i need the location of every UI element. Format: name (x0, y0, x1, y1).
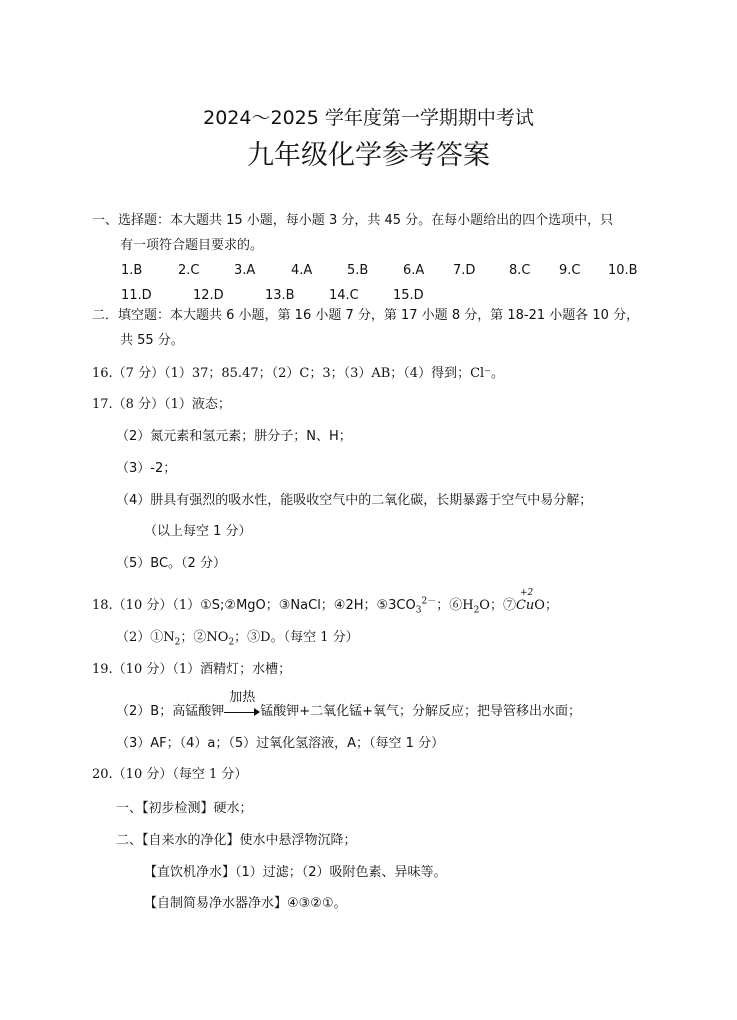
q19-l2-part1: （2）B；高锰酸钾 (116, 704, 225, 719)
arrow-head-icon (254, 708, 260, 716)
q17-line3: （3）-2； (116, 461, 177, 476)
section1-intro-line2: 有一项符合题目要求的。 (120, 238, 264, 253)
section2-intro-line2: 共 55 分。 (120, 333, 184, 348)
answer-1: 1.B (121, 263, 143, 278)
answer-14: 14.C (329, 288, 359, 303)
answer-key-title: 九年级化学参考答案 (247, 140, 490, 171)
q18-copper-symbol (515, 588, 535, 615)
q17-line6: （5）BC。（2 分） (116, 556, 226, 571)
q18-line2 (116, 629, 359, 647)
q16-answer: 16.（7 分）（1）37；85.47；（2）C；3；（3）AB；（4）得到；Cl⁻。 (92, 366, 505, 381)
q17-line2: （2）氮元素和氢元素；肼分子；N、H； (116, 429, 352, 444)
q20-line3: 二、【自来水的净化】使水中悬浮物沉降； (116, 833, 357, 848)
answer-11: 11.D (121, 288, 152, 303)
q18-symbols-part2: ；⑥H (436, 598, 474, 613)
q20-line1: 20.（10 分）（每空 1 分） (92, 767, 248, 782)
q18-symbols-part3: O；⑦ (479, 598, 516, 613)
q18-carbonate-charge: 2－ (421, 596, 437, 607)
answer-9: 9.C (559, 263, 581, 278)
q18-carbonate-subscript: 3 (415, 605, 422, 616)
q18-symbols-part4: O； (534, 598, 558, 613)
answer-7: 7.D (453, 263, 476, 278)
q17-line1: 17.（8 分）（1）液态； (92, 397, 231, 412)
q18-l2-part3: ；③D。（每空 1 分） (234, 630, 359, 645)
q20-line4: 【直饮机净水】（1）过滤；（2）吸附色素、异味等。 (144, 865, 447, 880)
answer-2: 2.C (178, 263, 200, 278)
q18-l2-part2: ；②NO (180, 630, 229, 645)
q18-symbols-part1: ①S;②MgO；③NaCl；④2H；⑤3CO (200, 598, 416, 613)
q17-line5: （以上每空 1 分） (144, 524, 252, 539)
q19-line2 (116, 689, 581, 721)
q18-copper-valence: +2 (519, 588, 534, 598)
q18-nitrogen-subscript: 2 (174, 637, 181, 648)
answer-6: 6.A (403, 263, 425, 278)
q20-line2: 一、【初步检测】硬水； (116, 801, 253, 816)
reaction-condition: 加热 (229, 689, 256, 705)
answer-4: 4.A (291, 263, 313, 278)
q19-line3: （3）AF；（4）a；（5）过氧化氢溶液，A；（每空 1 分） (116, 736, 445, 751)
answer-12: 12.D (193, 288, 224, 303)
q19-line1: 19.（10 分）（1）酒精灯；水槽； (92, 662, 292, 677)
q17-line4: （4）肼具有强烈的吸水性，能吸收空气中的二氧化碳，长期暴露于空气中易分解； (116, 493, 593, 508)
answer-13: 13.B (265, 288, 295, 303)
answer-8: 8.C (509, 263, 531, 278)
q18-no2-subscript: 2 (228, 637, 235, 648)
q18-number: 18.（10 分）（1） (92, 598, 201, 613)
q20-line5: 【自制简易净水器净水】④③②①。 (144, 896, 347, 911)
q19-l2-part2: 锰酸钾+二氧化锰+氧气；分解反应；把导管移出水面； (260, 704, 581, 719)
arrow-shaft (224, 712, 256, 713)
q18-line1 (92, 588, 558, 616)
q18-water-subscript: 2 (473, 605, 480, 616)
answer-15: 15.D (393, 288, 424, 303)
q18-l2-part1: （2）①N (116, 630, 175, 645)
reaction-arrow (224, 689, 260, 719)
q18-copper-text: Cu (515, 598, 535, 613)
exam-title: 2024～2025 学年度第一学期期中考试 (203, 107, 534, 129)
answer-3: 3.A (234, 263, 256, 278)
section2-intro-line1: 二．填空题：本大题共 6 小题，第 16 小题 7 分，第 17 小题 8 分，第 18-21 小题各 10 分， (92, 308, 640, 323)
answer-10: 10.B (608, 263, 638, 278)
answer-5: 5.B (347, 263, 369, 278)
section1-intro-line1: 一、选择题：本大题共 15 小题，每小题 3 分，共 45 分。在每小题给出的四个选项中，只 (92, 213, 614, 228)
